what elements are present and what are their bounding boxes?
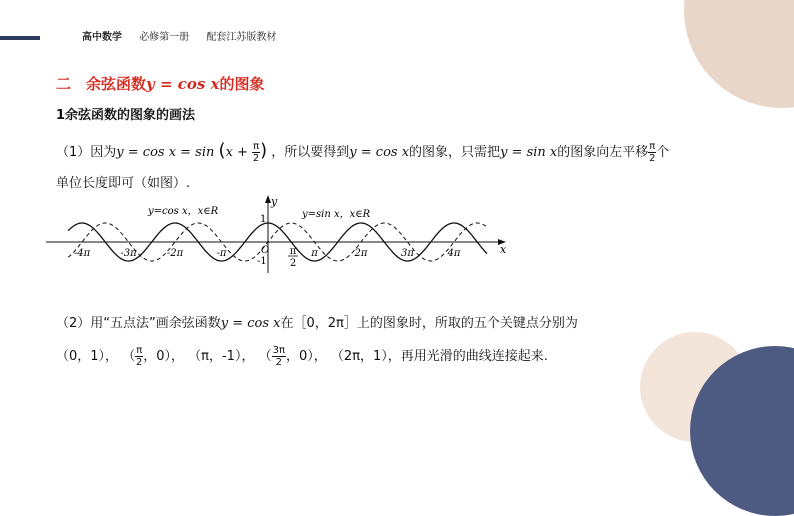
header-subject: 高中数学 <box>82 32 122 43</box>
key-point-2-frac: $\frac{\pi}{2}$ <box>136 345 143 368</box>
key-point-4-open: （ <box>258 349 272 364</box>
x-tick-label: 4π <box>447 248 461 259</box>
page-header <box>82 28 290 43</box>
section-title-suffix: 的图象 <box>219 75 265 93</box>
x-axis-label: x <box>500 243 507 256</box>
origin-label: O <box>261 245 270 256</box>
p1-formula3: y = sin x <box>500 145 558 160</box>
p2-text1: （2）用“五点法”画余弦函数 <box>56 316 221 331</box>
header-accent-bar <box>0 36 40 40</box>
y-tick-one: 1 <box>260 214 267 225</box>
x-tick-label: π <box>311 248 318 259</box>
key-point-5: （2π，1），再用光滑的曲线连接起来. <box>330 349 548 364</box>
p1-paren-expr: (x + $\frac{\pi}{2}$ ) <box>218 140 268 164</box>
key-point-4-tail: ，0）， <box>286 349 327 364</box>
decor-circle-tan <box>684 0 794 108</box>
y-axis-label: y <box>271 195 278 208</box>
key-point-3: （π，-1）， <box>188 349 255 364</box>
key-point-4-frac: $\frac{3\pi}{2}$ <box>272 345 285 368</box>
x-tick-label: 3π <box>401 248 414 259</box>
p1-frac-shift: $\frac{\pi}{2}$ <box>649 141 656 164</box>
p2-formula1: y = cos x <box>220 316 281 331</box>
section-title-formula: y = cos x <box>146 75 220 93</box>
p1-text4: 的图象向左平移 <box>557 145 649 160</box>
section-title-prefix: 二 余弦函数 <box>56 75 147 93</box>
p1-formula1: y = cos x = sin <box>116 145 215 160</box>
y-tick-minus-one: -1 <box>257 256 267 267</box>
x-tick-label: -π <box>216 248 227 259</box>
p1-formula2: y = cos x <box>349 145 410 160</box>
key-point-2-tail: ，0）， <box>143 349 185 364</box>
p1-text2: ，所以要得到 <box>271 145 350 160</box>
p1-text5: 个 <box>656 145 670 160</box>
p1-text3: 的图象，只需把 <box>409 145 501 160</box>
p1-text1: （1）因为 <box>56 145 117 160</box>
x-tick-label: -4π <box>73 248 91 259</box>
key-point-2-open: （ <box>122 349 136 364</box>
sin-curve-label: y=sin x，x∈R <box>302 209 371 220</box>
x-tick-label: -2π <box>166 248 184 259</box>
subsection-title: 1余弦函数的图象的画法 <box>56 108 196 123</box>
x-tick-label: 2π <box>354 248 368 259</box>
key-point-1: （0，1）， <box>56 349 119 364</box>
section-title <box>56 73 265 94</box>
p2-text2: 在［0，2π］上的图象时，所取的五个关键点分别为 <box>280 316 578 331</box>
header-volume: 必修第一册 <box>139 32 190 43</box>
p1-frac-in-paren: $\frac{\pi}{2}$ <box>252 141 260 164</box>
header-edition: 配套江苏版教材 <box>206 32 277 43</box>
half-pi-den: 2 <box>289 258 297 269</box>
cos-curve-label: y=cos x，x∈R <box>148 206 219 217</box>
paragraph1-line1 <box>56 140 669 164</box>
x-tick-label: -3π <box>120 248 137 259</box>
sin-cos-graph <box>46 193 516 275</box>
paragraph1-line2: 单位长度即可（如图）. <box>56 176 191 191</box>
paragraph2-line1 <box>56 312 578 331</box>
paragraph2-line2 <box>56 345 548 368</box>
half-pi-num: π <box>289 246 297 257</box>
